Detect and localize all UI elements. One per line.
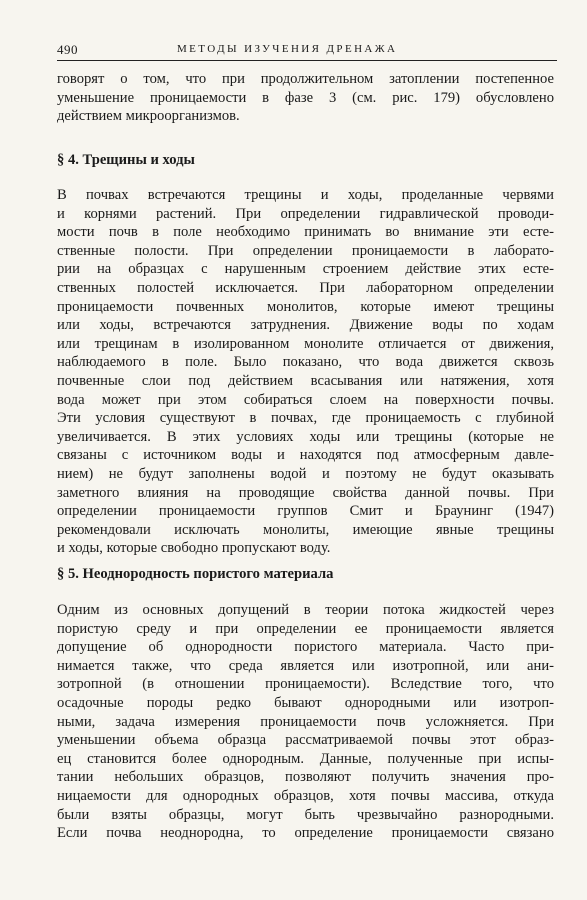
text-line: наблюдаемого в поле. Было показано, что вода движется сквозь	[57, 354, 554, 371]
text-line: рии на образцах с нарушенным строением действие этих есте-	[57, 261, 554, 278]
text-line: определении проницаемости группов Смит и Браунинг (1947)	[57, 503, 554, 520]
text-line: или трещинам в изолированном монолите отличается от движения,	[57, 335, 554, 352]
text-line: почвенные слои под действием всасывания или натяжения, хотя	[57, 372, 554, 389]
text-line: нием) не будут заполнены водой и поэтому не будут оказывать	[57, 465, 554, 482]
text-line: Если почва неоднородна, то определение проницаемости связано	[57, 825, 554, 842]
section-4-heading: § 4. Трещины и ходы	[57, 152, 195, 168]
text-line: проницаемости почвенных монолитов, которые имеют трещины	[57, 298, 554, 315]
text-line: или ходы, встречаются затруднения. Движение воды по ходам	[57, 317, 554, 334]
text-line: осадочные породы редко бывают однородными или изотроп-	[57, 694, 554, 711]
text-line: ец становится более однородным. Данные, полученные при испы-	[57, 750, 554, 767]
text-line: допущение об однородности пористого материала. Часто при-	[57, 639, 554, 656]
running-header	[57, 40, 557, 61]
text-line: уменьшении объема образца рассматриваемой почвы этот образ-	[57, 732, 554, 749]
text-line: ницаемости для однородных образцов, хотя почвы массива, откуда	[57, 787, 554, 804]
text-line: ными, задача измерения проницаемости почв усложняется. При	[57, 713, 554, 730]
text-line: увеличивается. В этих условиях ходы или трещины (которые не	[57, 428, 554, 445]
text-line: нимается также, что среда является или изотропной, или ани-	[57, 657, 554, 674]
text-line: говорят о том, что при продолжительном затоплении постепенное	[57, 71, 554, 87]
text-line: пористую среду и при определении ее проницаемости является	[57, 620, 554, 637]
text-line: мости почв в поле необходимо принимать во внимание эти есте-	[57, 224, 554, 241]
text-line: заметного влияния на проводящие свойства данной почвы. При	[57, 484, 554, 501]
section-5-paragraph	[57, 601, 554, 843]
text-line: вода может при этом собираться слоем на поверхности почвы.	[57, 391, 554, 408]
running-title: МЕТОДЫ ИЗУЧЕНИЯ ДРЕНАЖА	[177, 43, 398, 55]
page-number: 490	[57, 42, 78, 57]
text-line: тании небольших образцов, позволяют получить значения про-	[57, 769, 554, 786]
text-line: Эти условия существуют в почвах, где проницаемость с глубиной	[57, 410, 554, 427]
text-line: действием микроорганизмов.	[57, 108, 240, 125]
text-line: ственные полости. При определении проницаемости в лаборато-	[57, 242, 554, 259]
text-line: были взяты образцы, могут быть чрезвычайно разнородными.	[57, 806, 554, 823]
text-line: и корнями растений. При определении гидравлической проводи-	[57, 205, 554, 222]
text-line: и ходы, которые свободно пропускают воду.	[57, 540, 331, 557]
section-5-heading: § 5. Неоднородность пористого материала	[57, 566, 334, 582]
text-line: Одним из основных допущений в теории потока жидкостей через	[57, 602, 554, 618]
section-4-paragraph	[57, 186, 554, 558]
intro-paragraph	[57, 70, 554, 126]
text-line: уменьшение проницаемости в фазе 3 (см. рис. 179) обусловлено	[57, 89, 554, 106]
text-line: связаны с источником воды и находятся под атмосферным давле-	[57, 447, 554, 464]
text-line: зотропной (в отношении проницаемости). Вследствие того, что	[57, 676, 554, 693]
text-line: В почвах встречаются трещины и ходы, проделанные червями	[57, 187, 554, 203]
text-line: ственных полостей исключается. При лабораторном определении	[57, 279, 554, 296]
text-line: рекомендовали исключать монолиты, имеющие явные трещины	[57, 521, 554, 538]
